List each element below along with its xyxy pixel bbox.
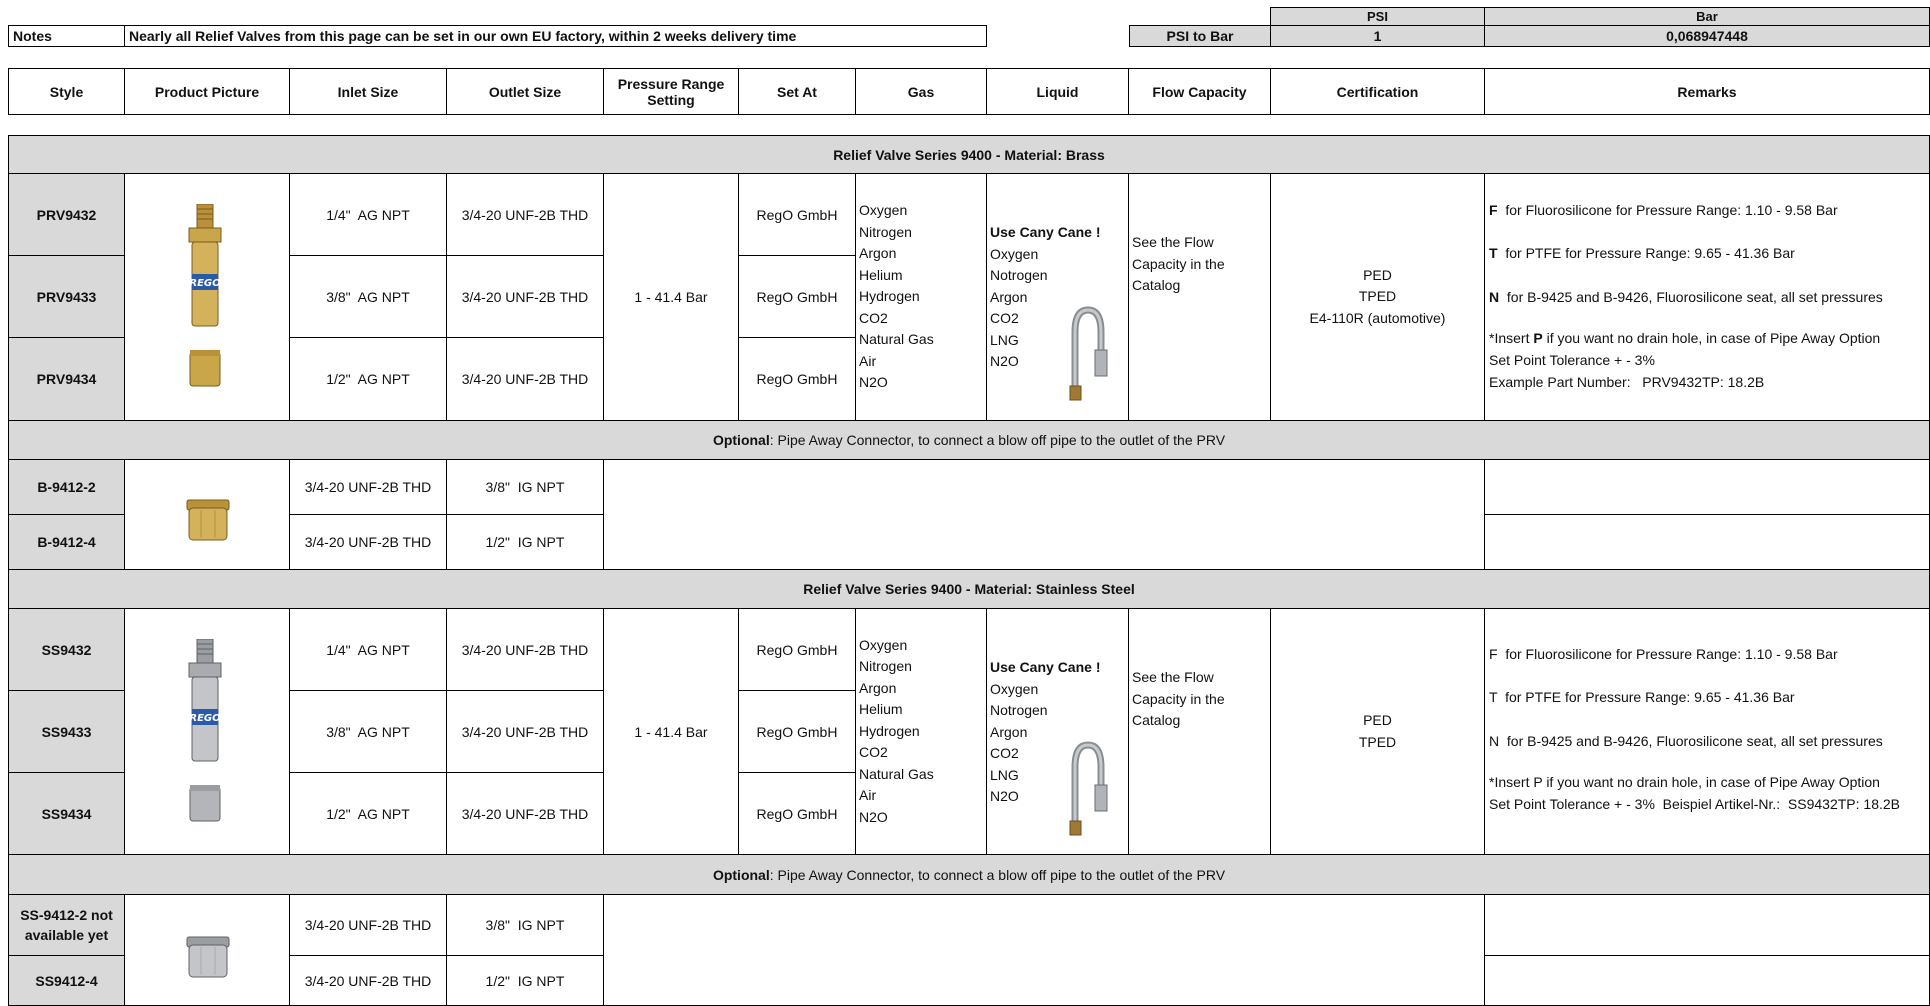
steel-style-1: SS9432 <box>8 608 125 691</box>
col-header-set-at: Set At <box>738 68 856 115</box>
gas-item: N2O <box>859 374 888 391</box>
cert-item: PED <box>1363 712 1392 728</box>
col-header-gas: Gas <box>855 68 987 115</box>
flow-line: Capacity in the <box>1132 255 1225 272</box>
remark-text: for PTFE for Pressure Range: 9.65 - 41.36 Bar <box>1497 245 1795 261</box>
flow-line: Catalog <box>1132 712 1181 728</box>
remark-text: T for PTFE for Pressure Range: 9.65 - 41.36 Bar <box>1489 689 1795 705</box>
steel-outlet-1: 3/4-20 UNF-2B THD <box>446 608 604 691</box>
brass-optional-inlet-2: 3/4-20 UNF-2B THD <box>289 514 447 570</box>
remark-key: F <box>1489 202 1498 218</box>
bar-value: 0,068947448 <box>1484 25 1930 47</box>
liquid-item: Argon <box>990 723 1028 740</box>
col-header-liquid: Liquid <box>986 68 1129 115</box>
liquid-title: Use Cany Cane ! <box>990 224 1101 240</box>
steel-product-picture-cell <box>124 608 290 855</box>
gas-item: Helium <box>859 701 903 718</box>
brass-optional-remarks-1 <box>1484 459 1930 515</box>
brass-inlet-1: 1/4" AG NPT <box>289 173 447 256</box>
gas-item: Argon <box>859 679 897 696</box>
col-header-inlet: Inlet Size <box>289 68 447 115</box>
gas-item: CO2 <box>859 744 888 761</box>
gas-item: Oxygen <box>859 202 908 219</box>
liquid-item: Oxygen <box>990 680 1039 697</box>
col-header-outlet: Outlet Size <box>446 68 604 115</box>
cane-pipe-image <box>1061 302 1111 402</box>
psi-value: 1 <box>1270 25 1485 47</box>
cane-pipe-image <box>1061 737 1111 837</box>
steel-optional-empty <box>603 894 1485 1006</box>
brass-set-at-2: RegO GmbH <box>738 255 856 338</box>
brass-optional-inlet-1: 3/4-20 UNF-2B THD <box>289 459 447 515</box>
steel-section-title: Relief Valve Series 9400 - Material: Stainless Steel <box>8 569 1930 609</box>
flow-line: Catalog <box>1132 277 1181 293</box>
remark-text: Set Point Tolerance + - 3% Beispiel Artikel-Nr.: SS9432TP: 18.2B <box>1489 796 1901 812</box>
psi-header: PSI <box>1270 7 1485 26</box>
steel-optional-picture-cell <box>124 894 290 1006</box>
cert-item: PED <box>1363 266 1392 283</box>
brass-product-picture-cell <box>124 173 290 421</box>
remark-text: for B-9425 and B-9426, Fluorosilicone seat, all set pressures <box>1499 289 1883 305</box>
col-header-flow: Flow Capacity <box>1128 68 1271 115</box>
brass-remarks <box>1484 173 1930 421</box>
brass-outlet-2: 3/4-20 UNF-2B THD <box>446 255 604 338</box>
steel-certification <box>1270 608 1485 855</box>
gas-item: Nitrogen <box>859 658 912 675</box>
remark-text: N for B-9425 and B-9426, Fluorosilicone seat, all set pressures <box>1489 733 1883 749</box>
remark-key: T <box>1489 245 1498 261</box>
col-header-cert: Certification <box>1270 68 1485 115</box>
steel-optional-outlet-1: 3/8" IG NPT <box>446 894 604 956</box>
remark-key: N <box>1489 289 1500 305</box>
gas-item: Hydrogen <box>859 722 920 739</box>
remark-example: Example Part Number: PRV9432TP: 18.2B <box>1489 374 1765 390</box>
steel-optional-style-2: SS9412-4 <box>8 955 125 1006</box>
brass-outlet-1: 3/4-20 UNF-2B THD <box>446 173 604 256</box>
steel-valve-image <box>175 639 235 829</box>
brass-inlet-3: 1/2" AG NPT <box>289 337 447 421</box>
gas-item: N2O <box>859 808 888 825</box>
brass-inlet-2: 3/8" AG NPT <box>289 255 447 338</box>
gas-item: Helium <box>859 266 903 283</box>
gas-item: Air <box>859 352 877 369</box>
optional-label: Optional <box>712 432 770 448</box>
gas-item: Hydrogen <box>859 288 920 305</box>
steel-inlet-2: 3/8" AG NPT <box>289 690 447 773</box>
remark-text: if you want no drain hole, in case of Pipe Away Option <box>1542 330 1881 346</box>
brass-pressure-range: 1 - 41.4 Bar <box>603 173 739 421</box>
brass-optional-banner <box>8 420 1930 460</box>
gas-item: Nitrogen <box>859 223 912 240</box>
optional-label: Optional <box>712 866 770 883</box>
brass-optional-style-2: B-9412-4 <box>8 514 125 570</box>
gas-item: CO2 <box>859 309 888 326</box>
steel-optional-inlet-1: 3/4-20 UNF-2B THD <box>289 894 447 956</box>
brass-outlet-3: 3/4-20 UNF-2B THD <box>446 337 604 421</box>
steel-set-at-1: RegO GmbH <box>738 608 856 691</box>
notes-text: Nearly all Relief Valves from this page can be set in our own EU factory, within 2 weeks delivery time <box>124 25 987 47</box>
gas-item: Oxygen <box>859 636 908 653</box>
steel-connector-image <box>183 933 233 983</box>
steel-optional-inlet-2: 3/4-20 UNF-2B THD <box>289 955 447 1006</box>
steel-set-at-3: RegO GmbH <box>738 772 856 855</box>
remark-text: *Insert P if you want no drain hole, in case of Pipe Away Option <box>1489 774 1880 790</box>
liquid-item: LNG <box>990 331 1019 348</box>
steel-flow-capacity <box>1128 608 1271 855</box>
brass-optional-style-1: B-9412-2 <box>8 459 125 515</box>
liquid-item: CO2 <box>990 310 1019 326</box>
svg-text:REGO: REGO <box>189 278 221 289</box>
steel-pressure-range: 1 - 41.4 Bar <box>603 608 739 855</box>
notes-label: Notes <box>8 25 125 47</box>
cert-item: E4-110R (automotive) <box>1309 309 1446 326</box>
remark-text: *Insert <box>1489 330 1534 346</box>
gas-item: Argon <box>859 245 897 262</box>
gas-item: Air <box>859 787 877 804</box>
steel-optional-banner <box>8 854 1930 895</box>
steel-optional-outlet-2: 1/2" IG NPT <box>446 955 604 1006</box>
brass-valve-image <box>175 204 235 394</box>
steel-set-at-2: RegO GmbH <box>738 690 856 773</box>
flow-line: See the Flow <box>1132 669 1214 685</box>
bar-header: Bar <box>1484 7 1930 26</box>
brass-flow-capacity <box>1128 173 1271 421</box>
brass-optional-outlet-2: 1/2" IG NPT <box>446 514 604 570</box>
brass-optional-remarks-2 <box>1484 514 1930 570</box>
liquid-title: Use Cany Cane ! <box>990 659 1101 675</box>
cert-item: TPED <box>1358 733 1397 750</box>
flow-line: Capacity in the <box>1132 690 1225 707</box>
steel-optional-remarks-2 <box>1484 955 1930 1006</box>
steel-inlet-1: 1/4" AG NPT <box>289 608 447 691</box>
col-header-remarks: Remarks <box>1484 68 1930 115</box>
steel-outlet-3: 3/4-20 UNF-2B THD <box>446 772 604 855</box>
brass-style-1: PRV9432 <box>8 173 125 256</box>
brass-certification <box>1270 173 1485 421</box>
brass-gas-list <box>855 173 987 421</box>
steel-style-3: SS9434 <box>8 772 125 855</box>
liquid-item: Argon <box>990 288 1028 305</box>
gas-item: Natural Gas <box>859 331 934 348</box>
optional-text: : Pipe Away Connector, to connect a blow off pipe to the outlet of the PRV <box>769 432 1226 448</box>
liquid-item: N2O <box>990 788 1019 804</box>
remark-key: P <box>1533 330 1543 346</box>
steel-optional-remarks-1 <box>1484 894 1930 956</box>
remark-text: for Fluorosilicone for Pressure Range: 1.10 - 9.58 Bar <box>1497 202 1838 218</box>
brass-style-3: PRV9434 <box>8 337 125 421</box>
brass-liquid-cell <box>986 173 1129 421</box>
gas-item: Natural Gas <box>859 765 934 782</box>
brass-optional-outlet-1: 3/8" IG NPT <box>446 459 604 515</box>
steel-gas-list <box>855 608 987 855</box>
steel-liquid-cell <box>986 608 1129 855</box>
brass-set-at-1: RegO GmbH <box>738 173 856 256</box>
liquid-item: CO2 <box>990 745 1019 761</box>
liquid-item: LNG <box>990 766 1019 783</box>
col-header-pressure: Pressure Range Setting <box>603 68 739 115</box>
svg-text:REGO: REGO <box>189 713 221 724</box>
col-header-style: Style <box>8 68 125 115</box>
liquid-item: Oxygen <box>990 245 1039 262</box>
brass-optional-picture-cell <box>124 459 290 570</box>
brass-section-title: Relief Valve Series 9400 - Material: Brass <box>8 135 1930 174</box>
brass-optional-empty <box>603 459 1485 570</box>
steel-inlet-3: 1/2" AG NPT <box>289 772 447 855</box>
cert-item: TPED <box>1358 288 1397 305</box>
col-header-picture: Product Picture <box>124 68 290 115</box>
steel-optional-style-1: SS-9412-2 not available yet <box>8 894 125 956</box>
brass-connector-image <box>183 496 233 546</box>
liquid-item: Notrogen <box>990 267 1048 283</box>
steel-style-2: SS9433 <box>8 690 125 773</box>
steel-outlet-2: 3/4-20 UNF-2B THD <box>446 690 604 773</box>
brass-set-at-3: RegO GmbH <box>738 337 856 421</box>
optional-text: : Pipe Away Connector, to connect a blow off pipe to the outlet of the PRV <box>769 866 1226 883</box>
remark-tolerance: Set Point Tolerance + - 3% <box>1489 352 1655 368</box>
liquid-item: N2O <box>990 353 1019 369</box>
brass-style-2: PRV9433 <box>8 255 125 338</box>
flow-line: See the Flow <box>1132 234 1214 250</box>
steel-remarks <box>1484 608 1930 855</box>
liquid-item: Notrogen <box>990 702 1048 718</box>
remark-text: F for Fluorosilicone for Pressure Range: 1.10 - 9.58 Bar <box>1489 646 1838 662</box>
psi-to-bar-label: PSI to Bar <box>1129 25 1271 47</box>
